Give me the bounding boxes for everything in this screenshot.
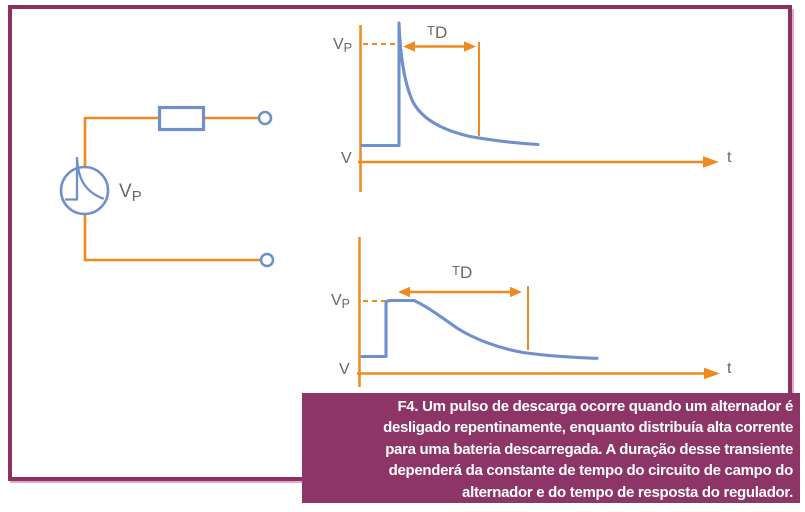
top-td-label — [427, 24, 447, 41]
graph-top — [358, 23, 719, 192]
caption-line: F4. Um pulso de descarga ocorre quando um alternador é — [397, 398, 793, 415]
terminal-bottom — [261, 254, 273, 266]
vp-sub: P — [131, 188, 142, 205]
td-arrowhead-left — [403, 41, 415, 52]
td-arrowhead-left — [398, 287, 410, 298]
v-axis-label: V — [341, 150, 352, 167]
graph-bottom — [357, 237, 720, 387]
td-arrowhead-right — [510, 287, 522, 298]
vp-base: V — [333, 36, 344, 53]
bottom-t-label — [727, 361, 731, 377]
figure-caption — [302, 393, 800, 503]
t-axis-arrowhead — [703, 156, 719, 168]
terminal-top — [259, 112, 271, 124]
caption-line: alternador e do tempo de resposta do regulador. — [462, 483, 793, 501]
pulse-source-symbol — [61, 167, 108, 214]
discharge-waveform — [362, 23, 538, 146]
pulse-source-circuit — [61, 108, 273, 267]
bottom-td-label — [452, 264, 472, 281]
source-vp-label — [119, 181, 142, 205]
caption-line: para uma bateria descarregada. A duração desse transiente — [385, 440, 793, 458]
vp-sub: P — [343, 41, 353, 55]
td-sub: D — [459, 263, 473, 282]
vp-base: V — [331, 292, 342, 309]
discharge-waveform — [362, 301, 597, 359]
td-base: T — [452, 263, 460, 278]
td-arrowhead-right — [464, 41, 476, 52]
bottom-vp-label — [331, 293, 350, 309]
top-v-label — [341, 151, 352, 167]
vp-base: V — [119, 181, 132, 202]
t-axis-arrowhead — [704, 368, 720, 380]
resistor-symbol — [160, 108, 204, 130]
caption-line: dependerá da constante de tempo do circuito de campo do — [388, 462, 793, 480]
top-t-label — [727, 150, 731, 166]
v-axis-label: V — [339, 361, 350, 378]
bottom-v-label — [339, 362, 350, 378]
t-axis-label: t — [727, 360, 732, 377]
wire-top-left — [85, 118, 158, 167]
td-base: T — [427, 23, 435, 38]
top-vp-label — [333, 37, 352, 53]
caption-line: desligado repentinamente, enquanto distribuía alta corrente — [383, 419, 793, 437]
vp-sub: P — [341, 297, 351, 311]
t-axis-label: t — [727, 149, 732, 166]
wire-bottom — [85, 214, 261, 260]
td-sub: D — [434, 23, 448, 42]
